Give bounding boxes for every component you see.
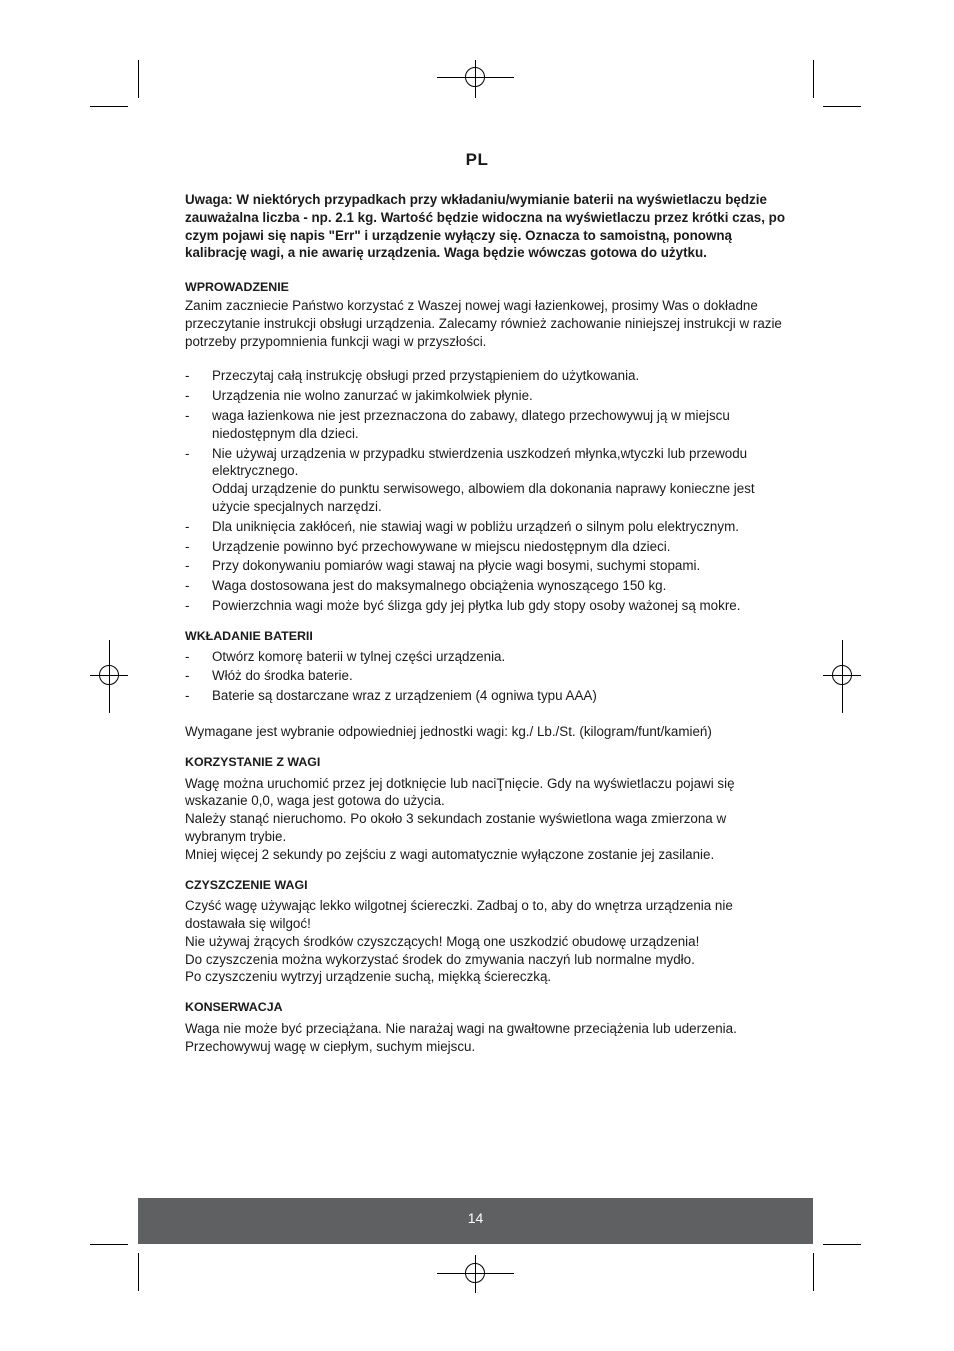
- page-number: 14: [467, 1210, 484, 1226]
- safety-list: [185, 367, 785, 480]
- paragraph: Waga nie może być przeciążana. Nie narażaj wagi na gwałtowne przeciążenia lub uderzenia.: [185, 1021, 737, 1037]
- units-note: Wymagane jest wybranie odpowiedniej jednostki wagi: kg./ Lb./St. (kilogram/funt/kamień): [185, 723, 712, 739]
- dash: -: [185, 518, 190, 534]
- list-item: [185, 687, 785, 705]
- paragraph: Do czyszczenia można wykorzystać środek do zmywania naczyń lub normalne mydło.: [185, 951, 695, 967]
- section-heading-intro: WPROWADZENIE: [185, 280, 289, 295]
- dash: -: [185, 368, 190, 384]
- list-item-text: Waga dostosowana jest do maksymalnego obciążenia wynoszącego 150 kg.: [212, 578, 667, 594]
- section-heading-battery: WKŁADANIE BATERII: [185, 628, 313, 643]
- cleaning-text: [185, 897, 785, 986]
- paragraph: Należy stanąć nieruchomo. Po około 3 sekundach zostanie wyświetlona waga zmierzona w wybranym trybie.: [185, 811, 727, 844]
- intro-paragraph: Zanim zaczniecie Państwo korzystać z Waszej nowej wagi łazienkowej, prosimy Was o dokładne przeczytanie instrukcji obsługi urządzenia. Zalecamy również zachowanie niniejszej instrukcji w razie potrzeby przypomnienia funkcji wagi w przyszłości.: [185, 297, 782, 349]
- dash: -: [185, 688, 190, 704]
- registration-circle: [832, 665, 852, 685]
- dash: -: [185, 388, 190, 404]
- paragraph: Wagę można uruchomić przez jej dotknięcie lub naciŢnięcie. Gdy na wyświetlaczu pojawi się wskazanie 0,0, waga jest gotowa do użycia.: [185, 775, 735, 809]
- paragraph: Po czyszczeniu wytrzyj urządzenie suchą, miękką ściereczką.: [185, 969, 552, 985]
- crop-mark: [813, 1253, 814, 1291]
- list-item: [185, 597, 785, 615]
- dash: -: [185, 538, 190, 554]
- list-item-text: Urządzenie powinno być przechowywane w miejscu niedostępnym dla dzieci.: [212, 538, 671, 554]
- dash: -: [185, 558, 190, 574]
- dash: -: [185, 597, 190, 613]
- list-item-text: Baterie są dostarczane wraz z urządzeniem (4 ogniwa typu AAA): [212, 688, 597, 704]
- list-item: [185, 557, 785, 575]
- list-item: [185, 577, 785, 595]
- crop-mark: [823, 106, 861, 107]
- paragraph: Przechowywuj wagę w ciepłym, suchym miejscu.: [185, 1038, 476, 1054]
- dash: -: [185, 407, 190, 423]
- crop-mark: [138, 60, 139, 98]
- list-item-text: waga łazienkowa nie jest przeznaczona do zabawy, dlatego przechowywuj ją w miejscu niedostępnym dla dzieci.: [212, 407, 730, 441]
- registration-circle: [465, 1263, 485, 1283]
- list-item-continuation: Oddaj urządzenie do punktu serwisowego, albowiem dla dokonania naprawy konieczne jest użycie specjalnych narzędzi.: [212, 481, 755, 514]
- list-item: [185, 387, 785, 405]
- document-body: [185, 191, 785, 1056]
- usage-text: [185, 775, 785, 864]
- crop-mark: [813, 60, 814, 98]
- crop-mark: [823, 1244, 861, 1245]
- registration-circle: [465, 67, 485, 87]
- list-item-text: Nie używaj urządzenia w przypadku stwierdzenia uszkodzeń młynka,wtyczki lub przewodu elektrycznego.: [212, 445, 748, 479]
- paragraph: Mniej więcej 2 sekundy po zejściu z wagi automatycznie wyłączone zostanie jej zasilanie.: [185, 846, 715, 862]
- footer-bar: [138, 1198, 813, 1244]
- paragraph: Czyść wagę używając lekko wilgotnej ściereczki. Zadbaj o to, aby do wnętrza urządzenia nie dostawała się wilgoć!: [185, 898, 733, 932]
- battery-list: [185, 648, 785, 705]
- list-item: [185, 367, 785, 385]
- section-heading-cleaning: CZYSZCZENIE WAGI: [185, 877, 308, 892]
- list-item-text: Otwórz komorę baterii w tylnej części urządzenia.: [212, 648, 506, 664]
- list-item-text: Przy dokonywaniu pomiarów wagi stawaj na płycie wagi bosymi, suchymi stopami.: [212, 558, 701, 574]
- list-item-text: Przeczytaj całą instrukcję obsługi przed przystąpieniem do użytkowania.: [212, 368, 640, 384]
- list-item-text: Powierzchnia wagi może być ślizga gdy jej płytka lub gdy stopy osoby ważonej są mokre.: [212, 597, 741, 613]
- list-item: [185, 445, 785, 481]
- list-item: [185, 538, 785, 556]
- dash: -: [185, 445, 190, 461]
- section-heading-usage: KORZYSTANIE Z WAGI: [185, 754, 321, 769]
- list-item: [185, 648, 785, 666]
- maintenance-text: [185, 1020, 785, 1056]
- language-heading: PL: [465, 150, 489, 169]
- list-item-text: Dla uniknięcia zakłóceń, nie stawiaj wagi w pobliżu urządzeń o silnym polu elektrycznym.: [212, 518, 739, 534]
- paragraph: Nie używaj żrących środków czyszczących! Mogą one uszkodzić obudowę urządzenia!: [185, 933, 700, 949]
- list-item: [185, 407, 785, 443]
- crop-mark: [138, 1253, 139, 1291]
- list-item-text: Włóż do środka baterie.: [212, 668, 353, 684]
- calibration-note: Uwaga: W niektórych przypadkach przy wkładaniu/wymianie baterii na wyświetlaczu będzie zauważalna liczba - np. 2.1 kg. Wartość będzie widoczna na wyświetlaczu przez krótki czas, po czym pojawi się napis "Err" i urządzenie wyłączy się. Oznacza to samoistną, ponowną kalibrację wagi, a nie awarię urządzenia. Waga będzie wówczas gotowa do użytku.: [185, 192, 786, 261]
- crop-mark: [90, 106, 128, 107]
- list-item: [185, 518, 785, 536]
- list-item-text: Urządzenia nie wolno zanurzać w jakimkolwiek płynie.: [212, 388, 533, 404]
- dash: -: [185, 668, 190, 684]
- safety-list-continued: [185, 518, 785, 615]
- crop-mark: [90, 1244, 128, 1245]
- section-heading-maintenance: KONSERWACJA: [185, 1000, 283, 1015]
- list-item: [185, 667, 785, 685]
- dash: -: [185, 648, 190, 664]
- registration-circle: [99, 665, 119, 685]
- dash: -: [185, 578, 190, 594]
